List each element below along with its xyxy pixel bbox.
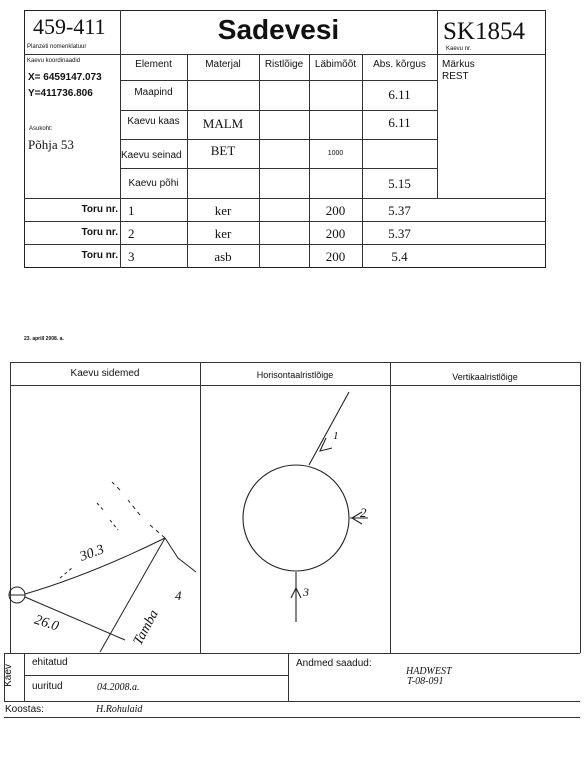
pipe-nr: 2	[128, 226, 135, 241]
data-source-value: HADWEST	[406, 666, 452, 677]
author-label: Koostas:	[5, 704, 44, 715]
col-header-cross-section: Ristlõige	[264, 59, 304, 70]
row-height: 6.11	[388, 115, 411, 130]
pipe-label: Toru nr.	[81, 204, 118, 215]
pipe-diameter: 200	[325, 249, 346, 264]
footer-divider	[288, 653, 289, 701]
pipe-label-1: 1	[333, 430, 339, 442]
pipe-1-line	[309, 392, 349, 465]
plan-number-label: Planzeti nomenklatuur	[27, 44, 87, 50]
date-note: 23. aprill 2008. a.	[24, 336, 64, 342]
pipe-nr: 3	[128, 249, 135, 264]
street-name: Tamba	[130, 607, 162, 648]
pipe-1-arrow	[320, 438, 332, 451]
inspected-value: 04.2008.a.	[97, 682, 140, 693]
well-outline	[243, 465, 349, 571]
row-height: 6.11	[388, 87, 411, 102]
inspected-label: uuritud	[32, 681, 63, 692]
col-header-abs-height: Abs. kõrgus	[373, 59, 426, 70]
well-number-label: Kaevu nr.	[446, 46, 472, 52]
col-header-element: Element	[135, 59, 172, 70]
panel-title-connections: Kaevu sidemed	[70, 368, 140, 379]
page-title: Sadevesi	[217, 14, 340, 45]
row-element: Kaevu põhi	[128, 178, 179, 189]
row-element: Maapind	[134, 87, 173, 98]
data-source-label: Andmed saadud:	[296, 658, 372, 669]
remarks-value: REST	[442, 71, 469, 82]
pipe-label: Toru nr.	[81, 250, 118, 261]
pipe-height: 5.37	[388, 226, 411, 241]
plan-number: 459-411	[33, 14, 106, 39]
location-value: Põhja 53	[28, 137, 74, 152]
distance-label: 26.0	[32, 612, 61, 635]
coordinate-x: X= 6459147.073	[28, 72, 102, 83]
pipe-label-3: 3	[303, 585, 309, 599]
coordinate-y: Y=411736.806	[28, 88, 93, 99]
remarks-label: Märkus	[442, 59, 475, 70]
row-element: Kaevu kaas	[127, 116, 180, 127]
pipe-material: ker	[214, 203, 232, 218]
footer-mid-line	[24, 675, 288, 676]
panel-title-horizontal: Horisontaalristlõige	[256, 370, 334, 380]
footer-side-label: Kaev	[2, 664, 14, 687]
location-label: Asukoht:	[29, 126, 53, 132]
col-header-diameter: Läbimõõt	[314, 59, 357, 70]
pipe-height: 5.37	[388, 203, 411, 218]
footer-bottom-line	[4, 701, 580, 702]
row-element: Kaevu seinad	[121, 150, 182, 161]
data-source-ref: T-08-091	[407, 676, 444, 687]
author-value: H.Rohulaid	[96, 704, 143, 715]
author-line	[4, 717, 580, 718]
footer-side-divider	[24, 653, 25, 701]
pipe-material: ker	[214, 226, 232, 241]
row-height: 5.15	[388, 176, 411, 191]
row-material: BET	[210, 143, 236, 158]
pipe-height: 5.4	[391, 249, 408, 264]
well-number: SK1854	[443, 18, 525, 45]
pipe-label-2: 2	[360, 505, 367, 520]
pipe-label: Toru nr.	[81, 227, 118, 238]
surveyed-label: ehitatud	[32, 657, 68, 668]
building-number: 4	[175, 588, 182, 603]
pipe-nr: 1	[128, 203, 135, 218]
pipe-diameter: 200	[325, 203, 346, 218]
row-material: MALM	[202, 116, 244, 131]
coordinates-label: Kaevu koordinaadid	[27, 58, 81, 64]
row-diameter: 1000	[327, 150, 344, 157]
panel-title-vertical: Vertikaalristlõige	[452, 372, 518, 382]
distance-label: 30.3	[78, 542, 107, 565]
pipe-material: asb	[214, 249, 232, 264]
footer-top-line	[4, 653, 580, 654]
pipe-diameter: 200	[325, 226, 346, 241]
col-header-material: Materjal	[205, 59, 241, 70]
